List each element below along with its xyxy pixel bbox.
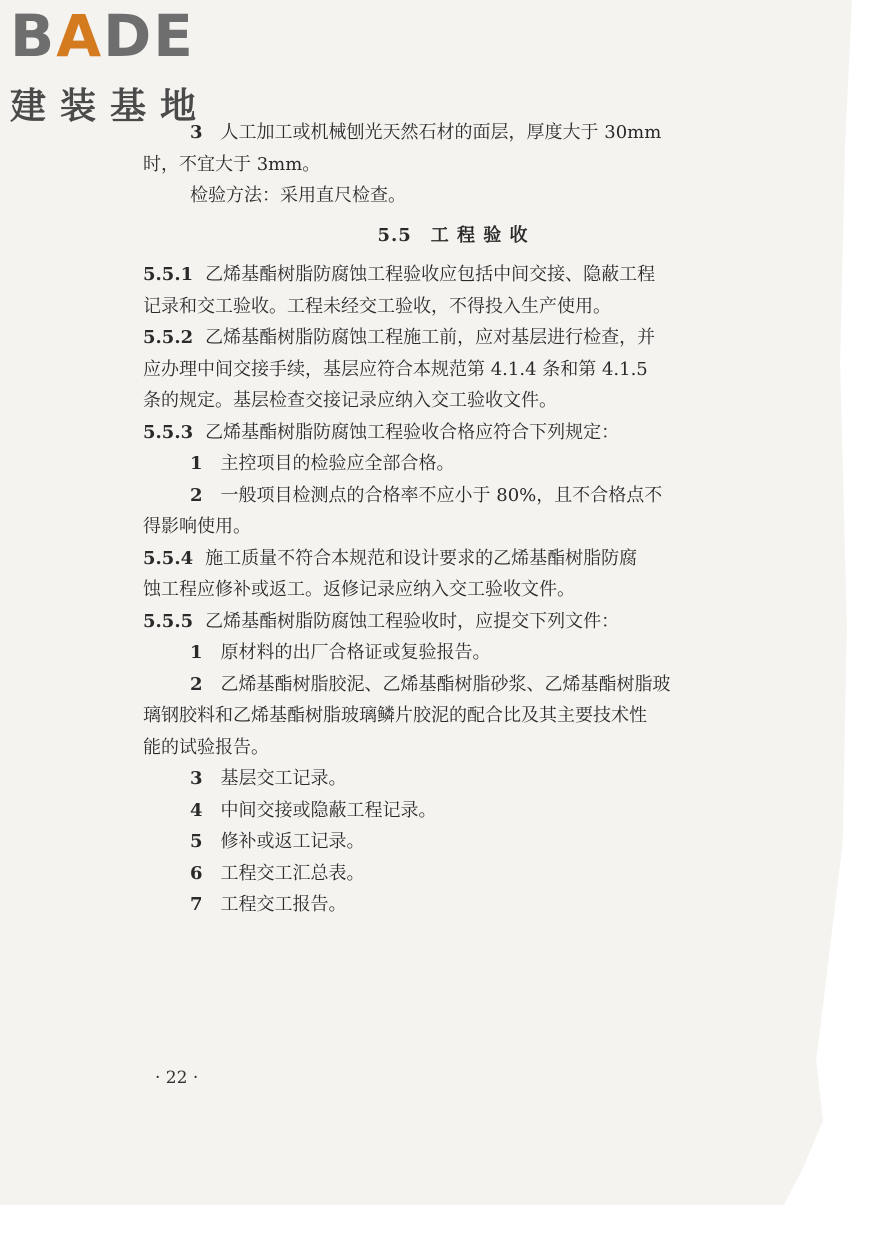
list-item: 2 一般项目检测点的合格率不应小于 80%，且不合格点不 [190,484,663,506]
carry-over-continuation: 时，不宜大于 3mm。 [143,153,321,175]
clause-5-5-4: 5.5.4 施工质量不符合本规范和设计要求的乙烯基酯树脂防腐 蚀工程应修补或返工。返修记录应纳入交工验收文件。 [143,547,638,600]
section-title: 5.5 工 程 验 收 [377,224,529,246]
list-item: 7 工程交工报告。 [190,894,347,915]
logo-wordmark: BADE [10,2,195,70]
inspection-method: 检验方法：采用直尺检查。 [190,185,406,206]
logo-subtitle: 建装基地 [10,86,211,127]
list-item: 5 修补或返工记录。 [190,831,365,852]
clause-5-5-5: 5.5.5 乙烯基酯树脂防腐蚀工程验收时，应提交下列文件： 1 原材料的出厂合格证或复验报告。 2 乙烯基酯树脂胶泥、乙烯基酯树脂砂浆、乙烯基酯树脂玻 璃钢胶料和乙烯基酯树脂玻璃鳞片胶泥的配合比及其主要技术性 能的试验报告。 3 基层交工记录。 4 中间交接或隐蔽工程记录。 5 修补或返工记录。 6 工程交工汇总表。 7 工程交工报告。 [143,606,763,921]
carry-over-item: 3 人工加工或机械刨光天然石材的面层，厚度大于 30mm [190,122,662,143]
list-item: 3 基层交工记录。 [190,768,347,789]
list-item: 4 中间交接或隐蔽工程记录。 [190,799,437,821]
list-item: 1 主控项目的检验应全部合格。 [190,453,455,474]
clause-5-5-2: 5.5.2 乙烯基酯树脂防腐蚀工程施工前，应对基层进行检查，并 应办理中间交接手续，基层应符合本规范第 4.1.4 条和第 4.1.5 条的规定。基层检查交接记录应纳入交工验收文件。 [143,327,656,411]
document-body [143,117,763,921]
clause-5-5-1: 5.5.1 乙烯基酯树脂防腐蚀工程验收应包括中间交接、隐蔽工程 记录和交工验收。工程未经交工验收，不得投入生产使用。 [143,264,656,317]
list-item: 1 原材料的出厂合格证或复验报告。 [190,642,491,663]
page-number: · 22 · [155,1068,199,1088]
list-item: 6 工程交工汇总表。 [190,862,365,884]
list-item: 2 乙烯基酯树脂胶泥、乙烯基酯树脂砂浆、乙烯基酯树脂玻 [190,673,671,695]
clause-5-5-3: 5.5.3 乙烯基酯树脂防腐蚀工程验收合格应符合下列规定： 1 主控项目的检验应全部合格。 2 一般项目检测点的合格率不应小于 80%，且不合格点不 得影响使用。 [143,417,763,543]
bade-logo [10,2,211,129]
